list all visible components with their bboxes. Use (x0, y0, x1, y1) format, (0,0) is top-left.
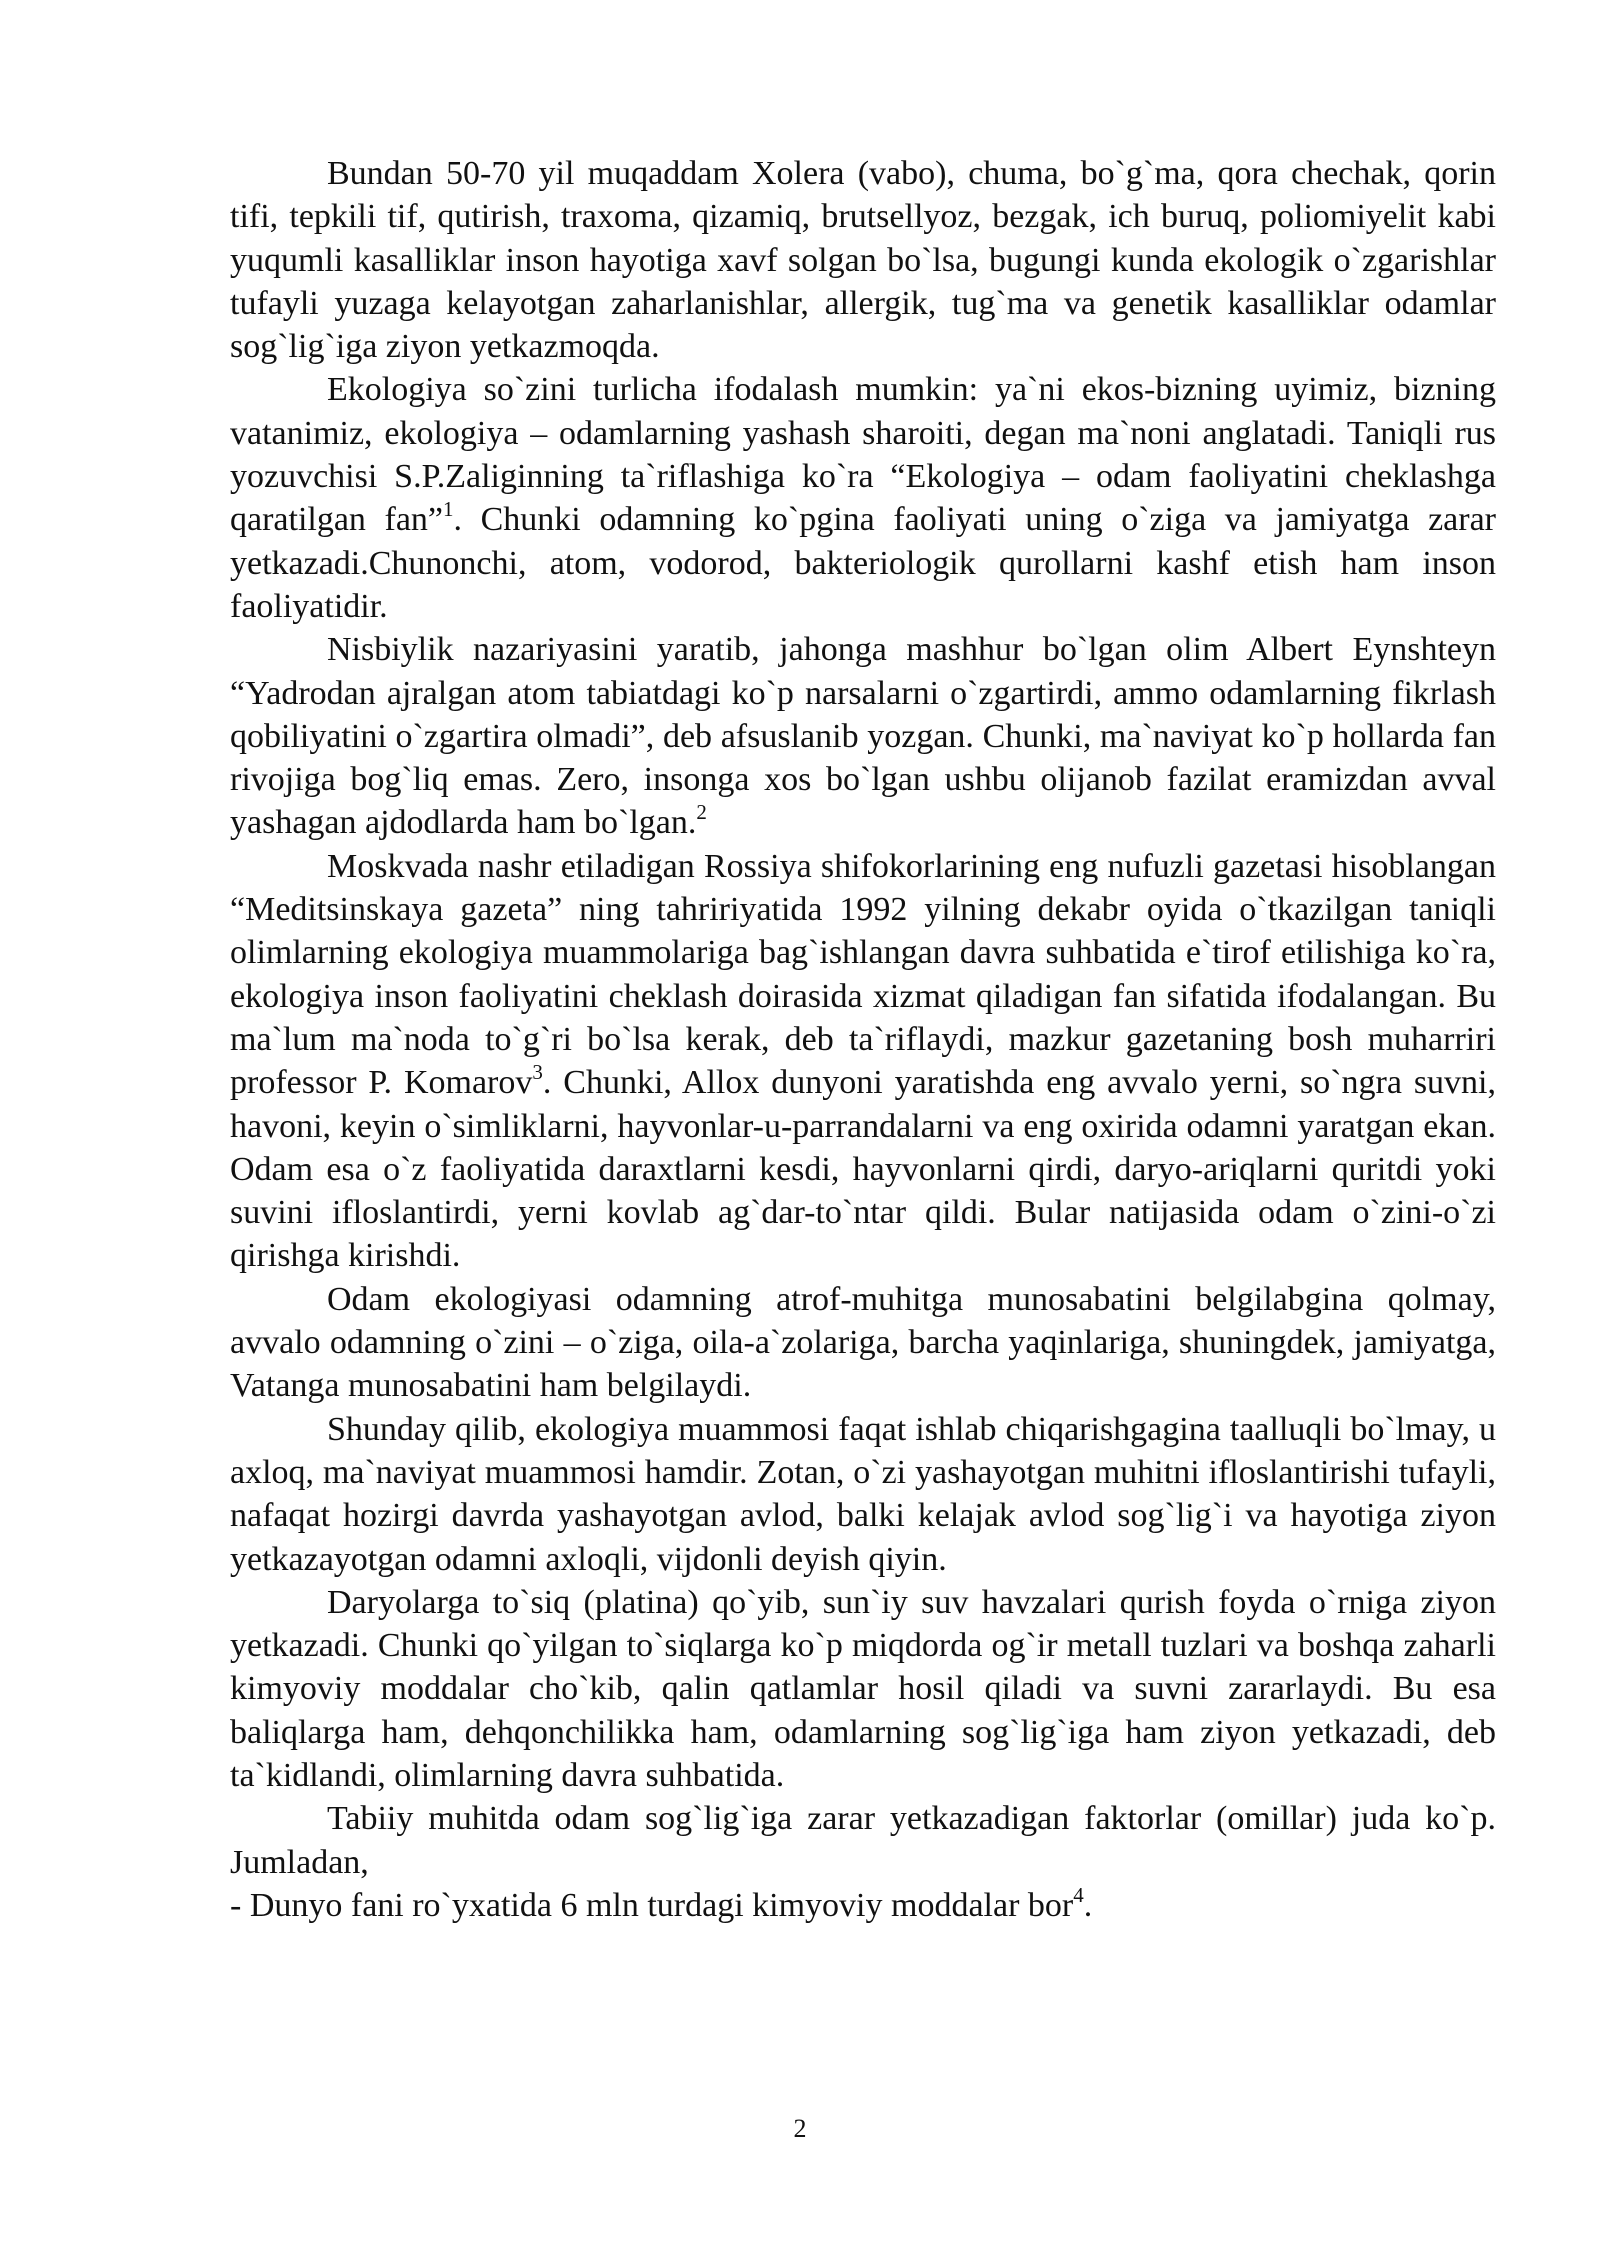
paragraph: Ekologiya so`zini turlicha ifodalash mumkin: ya`ni ekos-bizning uyimiz, bizning vatanimiz, ekologiya – odamlarning yashash sharoiti, degan ma`noni anglatadi. Taniqli rus yozuvchisi S.P.Zaliginning ta`riflashiga ko`ra “Ekologiya – odam faoliyatini cheklashga qaratilgan fan”$^1$. Chunki odamning ko`pgina faoliyati uning o`ziga va jamiyatga zarar yetkazadi.Chunonchi, atom, vodorod, bakteriologik qurollarni kashf etish ham inson faoliyatidir. (230, 371, 1497, 625)
paragraph: Shunday qilib, ekologiya muammosi faqat ishlab chiqarishgagina taalluqli bo`lmay, u axloq, ma`naviyat muammosi hamdir. Zotan, o`zi yashayotgan muhitni ifloslantirishi tufayli, nafaqat hozirgi davrda yashayotgan avlod, balki kelajak avlod sog`lig`i va hayotiga ziyon yetkazayotgan odamni axloqli, vijdonli deyish qiyin. (230, 1410, 1496, 1578)
paragraph: Moskvada nashr etiladigan Rossiya shifokorlarining eng nufuzli gazetasi hisoblangan “Meditsinskaya gazeta” ning tahririyatida 1992 yilning dekabr oyida o`tkazilgan taniqli olimlarning ekologiya muammolariga bag`ishlangan davra suhbatida e`tirof etilishiga ko`ra, ekologiya inson faoliyatini cheklash doirasida xizmat qiladigan fan sifatida ifodalangan. Bu ma`lum ma`noda to`g`ri bo`lsa kerak, deb ta`riflaydi, mazkur gazetaning bosh muharriri professor P. Komarov$^3$. Chunki, Allox dunyoni yaratishda eng avvalo yerni, so`ngra suvni, havoni, keyin o`simliklarni, hayvonlar-u-parrandalarni va eng oxirida odamni yaratgan ekan. Odam esa o`z faoliyatida daraxtlarni kesdi, hayvonlarni qirdi, daryo-ariqlarni quritdi yoki suvini ifloslantirdi, yerni kovlab ag`dar-to`ntar qildi. Bular natijasida odam o`zini-o`zi qirishga kirishdi. (230, 847, 1496, 1275)
paragraph: Bundan 50-70 yil muqaddam Xolera (vabo), chuma, bo`g`ma, qora chechak, qorin tifi, tepkili tif, qutirish, traxoma, qizamiq, brutsellyoz, bezgak, ich buruq, poliomiyelit kabi yuqumli kasalliklar inson hayotiga xavf solgan bo`lsa, bugungi kunda ekologik o`zgarishlar tufayli yuzaga kelayotgan zaharlanishlar, allergik, tug`ma va genetik kasalliklar odamlar sog`lig`iga ziyon yetkazmoqda. (230, 155, 1496, 366)
document-page (230, 152, 1496, 1927)
footnote-ref[interactable]: 2 (696, 800, 707, 825)
footnote-ref[interactable]: 4 (1073, 1882, 1084, 1907)
paragraph: Nisbiylik nazariyasini yaratib, jahonga mashhur bo`lgan olim Albert Eynshteyn “Yadrodan ajralgan atom tabiatdagi ko`p narsalarni o`zgartirdi, ammo odamlarning fikrlash qobiliyatini o`zgartira olmadi”, deb afsuslanib yozgan. Chunki, ma`naviyat ko`p hollarda fan rivojiga bog`liq emas. Zero, insonga xos bo`lgan ushbu olijanob fazilat eramizdan avval yashagan ajdodlarda ham bo`lgan.$^2$ (230, 631, 1496, 842)
page-number: 2 (793, 2114, 807, 2143)
paragraph: Odam ekologiyasi odamning atrof-muhitga munosabatini belgilabgina qolmay, avvalo odamning o`zini – o`ziga, oila-a`zolariga, barcha yaqinlariga, shuningdek, jamiyatga, Vatanga munosabatini ham belgilaydi. (230, 1280, 1496, 1405)
footnote-ref[interactable]: 3 (532, 1060, 543, 1085)
paragraph: Daryolarga to`siq (platina) qo`yib, sun`iy suv havzalari qurish foyda o`rniga ziyon yetkazadi. Chunki qo`yilgan to`siqlarga ko`p miqdorda og`ir metall tuzlari va boshqa zaharli kimyoviy moddalar cho`kib, qalin qatlamlar hosil qiladi va suvni zararlaydi. Bu esa baliqlarga ham, dehqonchilikka ham, odamlarning sog`lig`iga ham ziyon yetkazadi, deb ta`kidlandi, olimlarning davra suhbatida. (230, 1583, 1496, 1794)
list-item: - Dunyo fani ro`yxatida 6 mln turdagi kimyoviy moddalar bor$^4$. (230, 1882, 1093, 1924)
footnote-ref[interactable]: 1 (443, 497, 454, 522)
paragraph: Tabiiy muhitda odam sog`lig`iga zarar yetkazadigan faktorlar (omillar) juda ko`p. Jumladan, (230, 1800, 1496, 1881)
